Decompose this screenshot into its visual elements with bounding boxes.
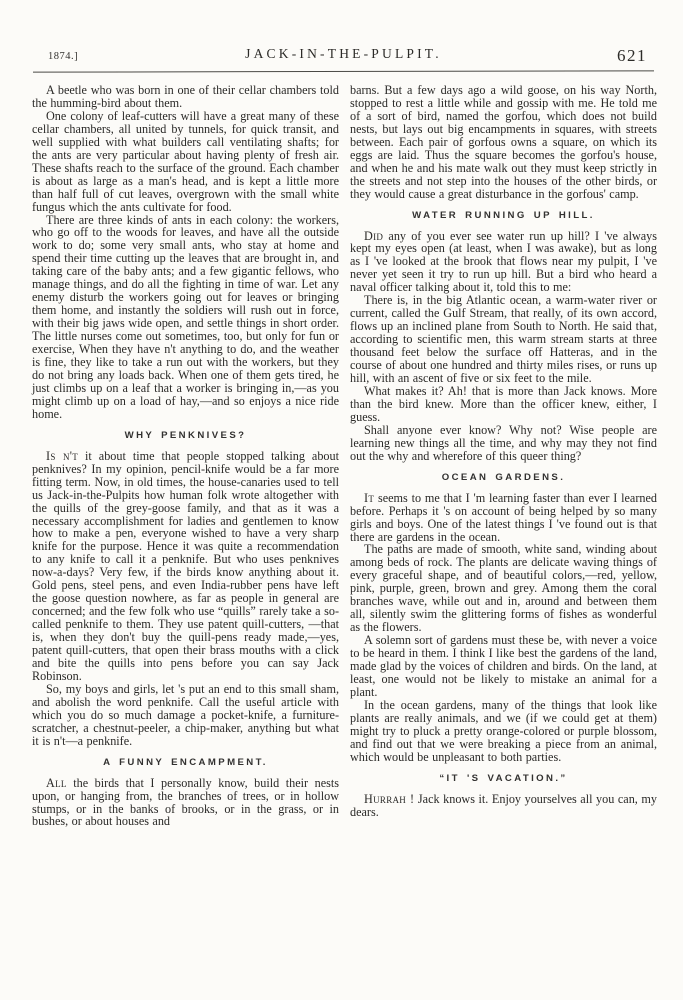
page-title: JACK-IN-THE-PULPIT. xyxy=(245,46,442,61)
paragraph-lead-word: Hurrah ! xyxy=(364,791,415,806)
section-heading: WATER RUNNING UP HILL. xyxy=(412,209,595,221)
paragraph: Shall anyone ever know? Why not? Wise people are learning new things all the time, and why may they not find out the why and wherefore of this queer thing? xyxy=(350,422,657,463)
column-left xyxy=(32,84,339,970)
paragraph: It seems to me that I 'm learning faster than ever I learned before. Perhaps it 's on account of being helped by so many girls and boys. One of the latest things I 've found out is that there are gardens in the ocean. xyxy=(350,490,657,544)
header-rule xyxy=(33,70,654,72)
paragraph: In the ocean gardens, many of the things that look like plants are really animals, and we (if we could get at them) might try to pluck a pretty orange-colored or purple blossom, and find out that we were breaking a piece from an animal, which would be unpleasant to both parties. xyxy=(350,697,657,764)
paragraph: All the birds that I personally know, build their nests upon, or hanging from, the branches of trees, or in hollow stumps, or in the banks of brooks, or in the grass, or in bushes, or about houses and xyxy=(32,775,339,829)
section-heading: A FUNNY ENCAMPMENT. xyxy=(103,756,268,768)
paragraph: There is, in the big Atlantic ocean, a warm-water river or current, called the Gulf Stream, that really, of its own accord, flows up an inclined plane from South to North. He said that, according to scientific men, this warm stream starts at three thousand feet below the surface off Hatteras, and in the course of about one hundred and thirty miles rises, or runs up hill, with an ascent of five or six feet to the mile. xyxy=(350,293,657,386)
paragraph: A solemn sort of gardens must these be, with never a voice to be heard in them. I think I like best the gardens of the land, made glad by the voices of children and birds. On the land, at least, one would not be likely to mistake an animal for a plant. xyxy=(350,633,657,699)
paragraph: barns. But a few days ago a wild goose, on his way North, stopped to rest a little while and gossip with me. He told me of a sort of bird, named the gorfou, which does not build nests, but lays out big encampments in squares, with streets between. Each pair of gorfous owns a square, on which its eggs are laid. Thus the square becomes the gorfou's house, and when he and his mate walk out they must keep strictly in the streets and not step into the houses of the other birds, or they would cause a great disturbance in the gorfous' camp. xyxy=(350,83,657,201)
paragraph: Hurrah ! Jack knows it. Enjoy yourselves all you can, my dears. xyxy=(350,791,657,819)
column-right xyxy=(350,84,657,970)
paragraph-lead-word: All xyxy=(46,775,67,790)
volume-date: 1874.] xyxy=(48,51,79,62)
paragraph: Did any of you ever see water run up hill? I 've always kept my eyes open (at least, when I was awake), but as long as I 've looked at the brook that flows near my pulpit, I 've never yet seen it try to run up hill. But a bird who heard a naval officer talking about it, told this to me: xyxy=(350,228,657,295)
running-head xyxy=(32,40,655,66)
section-heading: OCEAN GARDENS. xyxy=(441,471,566,483)
paragraph-lead-word: Did xyxy=(364,228,384,243)
paragraph: The paths are made of smooth, white sand, winding about among beds of rock. The plants are delicate waving things of every graceful shape, and of beautiful colors,—red, yellow, pink, purple, green, brown and grey. Among them the coral branches wave, while out and in, around and between them all, silently swim the glittering forms of fishes as wonderful as the flowers. xyxy=(350,542,657,635)
paragraph: One colony of leaf-cutters will have a great many of these cellar chambers, all united by tunnels, for quick transit, and well supplied with what builders call ventilating shafts; for the ants are very particular about having plenty of fresh air. These shafts reach to the surface of the ground. Each chamber is about as large as a man's head, and is kept a little more than half full of cut leaves, overgrown with the small white fungus which the ants cultivate for food. xyxy=(32,108,339,214)
text-columns xyxy=(32,84,657,970)
section-heading: WHY PENKNIVES? xyxy=(124,429,247,441)
paragraph-lead-word: Is n't xyxy=(46,448,79,463)
section-heading: “IT 'S VACATION.” xyxy=(439,772,568,784)
paragraph: There are three kinds of ants in each colony: the workers, who go off to the woods for leaves, and have all the outside work to do; some very small ants, who stay at home and spend their time cutting up the leaves that are brought in, and taking care of the baby ants; and a few gigantic fellows, who manage things, and do all the fighting in time of war. Let any enemy disturb the workers going out for leaves or bringing them home, and instantly the soldiers will rush out in force, with their big jaws wide open, and settle things in short order. The little nurses come out sometimes, too, but only for fun or exercise, When they have n't anything to do, and the weather is fine, they like to take a run out with the workers, but they do not bring any loads back. When one of them gets tired, he just climbs up on a leaf that a worker is bringing in,—as you might climb up on a load of hay,—and so enjoys a nice ride home. xyxy=(32,212,339,421)
paragraph: A beetle who was born in one of their cellar chambers told the humming-bird about them. xyxy=(32,83,339,110)
paragraph: What makes it? Ah! that is more than Jack knows. More than the bird knew. More than the officer knew, either, I guess. xyxy=(350,383,657,424)
paragraph: Is n't it about time that people stopped talking about penknives? In my opinion, pencil-knife would be a far more fitting term. Now, in old times, the house-canaries used to tell us Jack-in-the-Pulpits how human folk wrote altogether with the quills of the grey-goose family, and that as it was a necessary accomplishment for ladies and gentlemen to know how to make a pen, everyone wished to have a very sharp knife for the purpose. Hence it was quite a recommendation to any knife to call it a penknife. But who uses penknives now-a-days? Very few, if the birds know anything about it. Gold pens, steel pens, and even India-rubber pens have left the goose question nowhere, as far as people in general are concerned; and the few folk who use “quills” rarely take a so-called penknife to them. They use patent quill-cutters, —that is, when they don't buy the quill-pens ready made,—yes, patent quill-cutters, that open their brass mouths with a click and bite the quills into pens before you can say Jack Robinson. xyxy=(32,448,339,683)
paragraph-lead-word: It xyxy=(364,490,375,505)
paragraph: So, my boys and girls, let 's put an end to this small sham, and abolish the word penknife. Call the useful article with which you do so much damage a pocket-knife, a furniture-scratcher, a chestnut-peeler, a chip-maker, anything but what it is n't—a penknife. xyxy=(32,681,339,748)
page-number: 621 xyxy=(617,46,647,65)
